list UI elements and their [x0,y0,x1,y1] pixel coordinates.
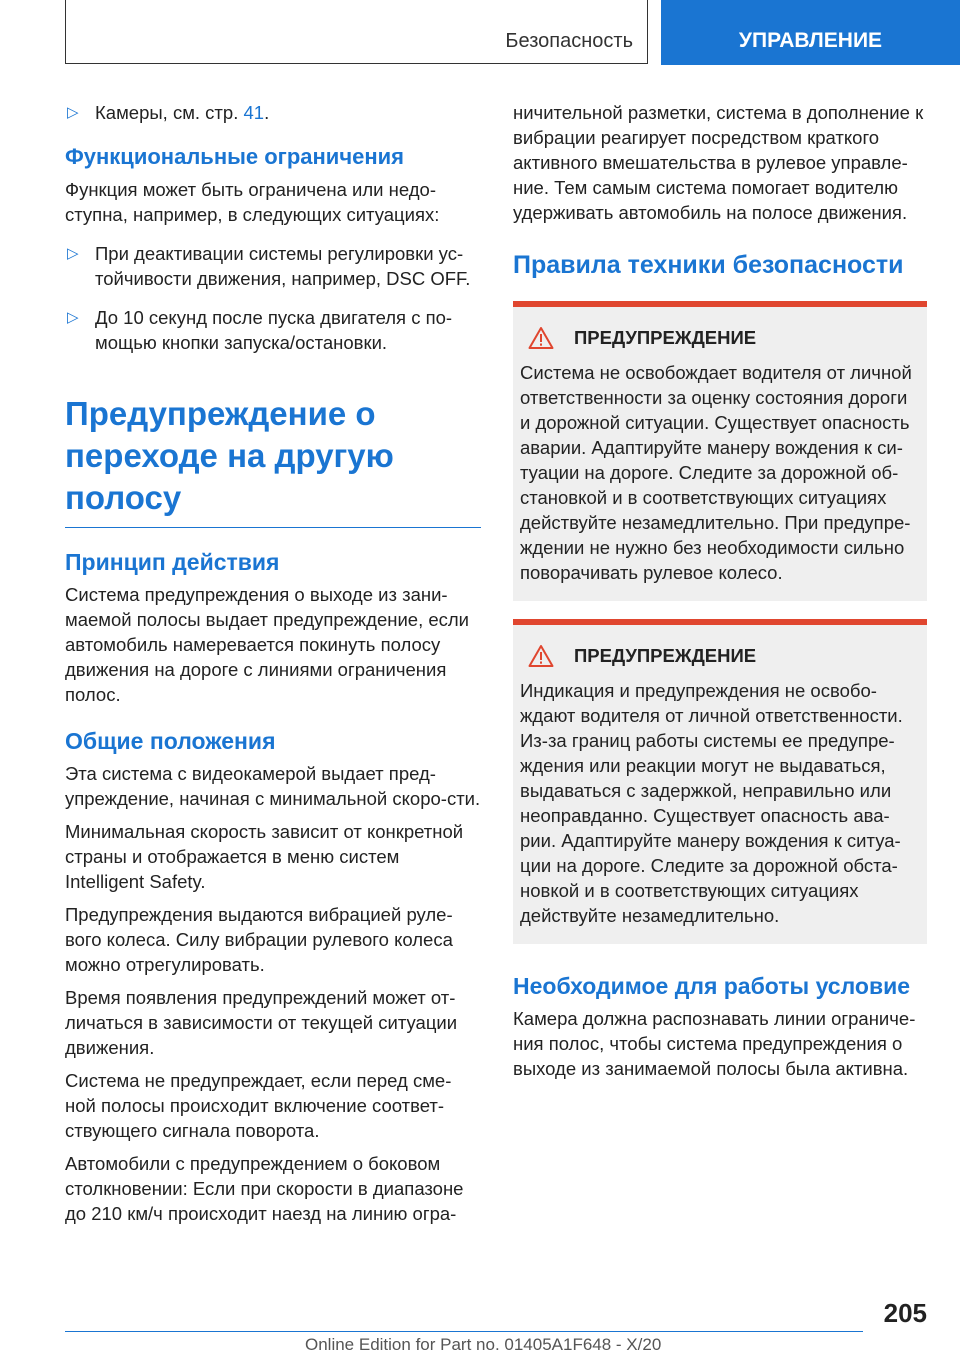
warning-header [520,643,919,668]
list-item: ▷ Камеры, см. стр. 41. [67,102,270,123]
list-item: ▷ До 10 секунд после пуска двигателя с по-мощью кнопки запуска/остановки. [67,307,453,353]
conditions-heading: Необходимое для работы условие [513,973,911,999]
paragraph: Предупреждения выдаются вибрацией руле-вого колеса. Силу вибрации рулевого колеса можно отрегулировать. [65,904,453,975]
warning-title: ПРЕДУПРЕЖДЕНИЕ [574,645,757,666]
triangle-bullet-icon: ▷ [67,104,79,121]
chapter-tab: УПРАВЛЕНИЕ [661,0,960,65]
triangle-bullet-icon: ▷ [67,245,79,262]
page-header [0,0,960,66]
right-column [513,100,927,1089]
safety-heading: Правила техники безопасности [513,251,904,279]
principle-heading: Принцип действия [65,549,280,575]
paragraph: Эта система с видеокамерой выдает пред-упреждение, начиная с минимальной скоро-сти. [65,763,481,809]
page-number: 205 [883,1298,927,1328]
footer-divider [65,1331,863,1332]
page-link[interactable]: 41 [243,102,265,123]
paragraph: Минимальная скорость зависит от конкретной страны и отображается в меню систем Intelligent Safety. [65,821,464,892]
warning-box [513,619,927,944]
limits-text: Функция может быть ограничена или недо-ступна, например, в следующих ситуациях: [65,179,440,225]
paragraph: Автомобили с предупреждением о боковом столкновении: Если при скорости в диапазоне до 210 км/ч происходит наезд на линию огра- [65,1153,464,1224]
left-column [65,100,481,1234]
warning-text: Индикация и предупреждения не освобо-ждают водителя от личной ответственности. Из-за границ работы системы ее предупре-ждения или реакции могут не выдаваться, выдаваться с задержкой, неправильно или неоправданно. Существует опасность ава-рии. Адаптируйте манеру вождения к ситуа-ции на дороге. Следите за дорожной обста-новкой и в соответствующих ситуациях действуйте незамедлительно. [520,680,903,926]
limits-heading: Функциональные ограничения [65,144,404,169]
warning-text: Система не освобождает водителя от личной ответственности за оценку состояния дороги и дорожной ситуации. Существует опасность аварии. Адаптируйте манеру вождения к си-туации на дороге. Следите за дорожной об-становкой и в соответствующих ситуациях действуйте незамедлительно. При предупре-ждении не нужно без необходимости сильно поворачивать рулевое колесо. [520,362,912,583]
warning-triangle-icon [528,644,554,668]
principle-text: Система предупреждения о выходе из зани-маемой полосы выдает предупреждение, если автомобиль намеревается покинуть полосу движения на дороге с линиями ограничения полос. [65,584,470,705]
section-tab [65,0,648,64]
triangle-bullet-icon: ▷ [67,309,79,326]
warning-title: ПРЕДУПРЕЖДЕНИЕ [574,327,757,348]
main-heading: Предупреждение о переходе на другую полосу [65,393,481,528]
warning-header [520,325,919,350]
edition-text: Online Edition for Part no. 01405A1F648 - X/20 [305,1335,662,1354]
section-title: Безопасность [505,30,633,52]
continued-text: ничительной разметки, система в дополнение к вибрации реагирует посредством краткого активного вмешательства в рулевое управле-ние. Тем самым система помогает водителю удерживать автомобиль на полосе движения. [513,102,924,223]
general-heading: Общие положения [65,728,276,754]
list-item: ▷ При деактивации системы регулировки ус-тойчивости движения, например, DSC OFF. [67,243,471,289]
warning-triangle-icon [528,326,554,350]
paragraph: Система не предупреждает, если перед сме-ной полосы происходит включение соответ-ствующего сигнала поворота. [65,1070,452,1141]
warning-box [513,301,927,601]
paragraph: Время появления предупреждений может от-личаться в зависимости от текущей ситуации движения. [65,987,458,1058]
conditions-text: Камера должна распознавать линии ограниче-ния полос, чтобы система предупреждения о выходе из занимаемой полосы была активна. [513,1008,916,1079]
